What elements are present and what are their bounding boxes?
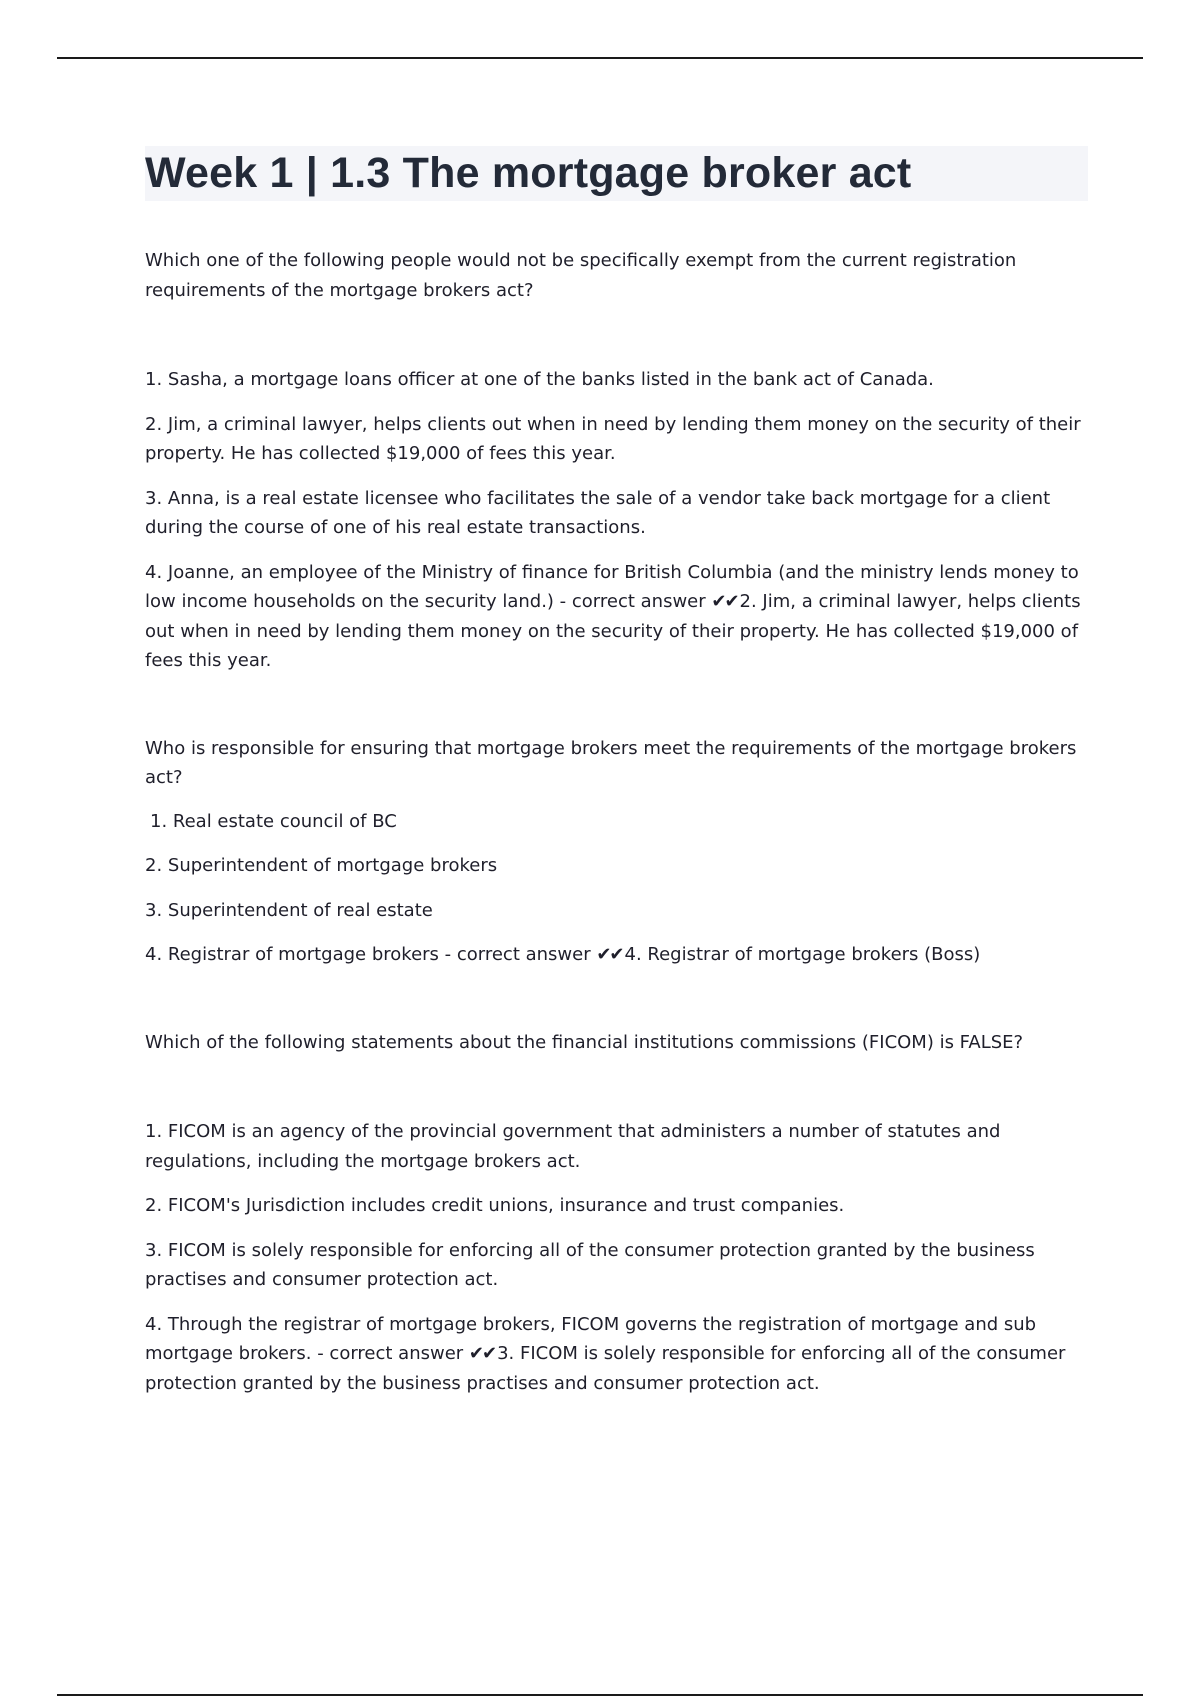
answer-option-with-answer bbox=[145, 1310, 1090, 1399]
question-prompt: Which of the following statements about the financial institutions commissions (FICOM) is FALSE? bbox=[145, 1031, 1024, 1053]
answer-options bbox=[145, 807, 1090, 970]
answer-option: 3. Anna, is a real estate licensee who facilitates the sale of a vendor take back mortgage for a client during the course of one of his real estate transactions. bbox=[145, 487, 1051, 538]
answer-option: 2. FICOM's Jurisdiction includes credit unions, insurance and trust companies. bbox=[145, 1195, 845, 1216]
correct-answer: 3. FICOM is solely responsible for enforcing all of the consumer protection granted by the business practises and consumer protection act. bbox=[145, 1343, 1066, 1394]
top-divider bbox=[57, 57, 1143, 59]
answer-option-with-answer bbox=[145, 940, 1090, 970]
answer-options bbox=[145, 365, 1090, 676]
correct-answer: 2. Jim, a criminal lawyer, helps clients out when in need by lending them money on the security of their property. He has collected $19,000 of fees this year. bbox=[145, 591, 1081, 671]
answer-option: 1. FICOM is an agency of the provincial government that administers a number of statutes and regulations, including the mortgage brokers act. bbox=[145, 1121, 1001, 1172]
checkmark-icon: ✔✔ bbox=[711, 591, 738, 612]
question-block bbox=[145, 246, 1090, 676]
page-title: Week 1 | 1.3 The mortgage broker act bbox=[145, 149, 912, 197]
question-prompt: Which one of the following people would not be specifically exempt from the current registration requirements of the mortgage brokers act? bbox=[145, 250, 1017, 301]
answer-option: 2. Superintendent of mortgage brokers bbox=[145, 855, 498, 876]
answer-option: 3. Superintendent of real estate bbox=[145, 899, 433, 921]
title-band bbox=[145, 146, 1088, 201]
answer-option: 4. Joanne, an employee of the Ministry of finance for British Columbia (and the ministry lends money to low income households on the security land.) - correct answer bbox=[145, 561, 1079, 612]
answer-option: 4. Through the registrar of mortgage brokers, FICOM governs the registration of mortgage and sub mortgage brokers. - correct answer bbox=[145, 1313, 1037, 1364]
answer-option: 4. Registrar of mortgage brokers - correct answer bbox=[145, 944, 597, 965]
question-prompt: Who is responsible for ensuring that mortgage brokers meet the requirements of the mortgage brokers act? bbox=[145, 737, 1077, 788]
bottom-divider bbox=[57, 1694, 1143, 1696]
answer-option: 2. Jim, a criminal lawyer, helps clients out when in need by lending them money on the security of their property. He has collected $19,000 of fees this year. bbox=[145, 413, 1081, 464]
answer-option-with-answer bbox=[145, 558, 1090, 676]
checkmark-icon: ✔✔ bbox=[468, 1343, 496, 1364]
correct-answer: 4. Registrar of mortgage brokers (Boss) bbox=[624, 944, 981, 965]
question-block bbox=[145, 734, 1090, 970]
answer-option: 3. FICOM is solely responsible for enforcing all of the consumer protection granted by the business practises and consumer protection act. bbox=[145, 1239, 1035, 1290]
answer-option: 1. Sasha, a mortgage loans officer at one of the banks listed in the bank act of Canada. bbox=[145, 369, 934, 390]
question-block bbox=[145, 1028, 1090, 1399]
document-body bbox=[145, 146, 1090, 1413]
checkmark-icon: ✔✔ bbox=[596, 944, 623, 965]
answer-option: 1. Real estate council of BC bbox=[150, 810, 397, 832]
answer-options bbox=[145, 1117, 1090, 1398]
